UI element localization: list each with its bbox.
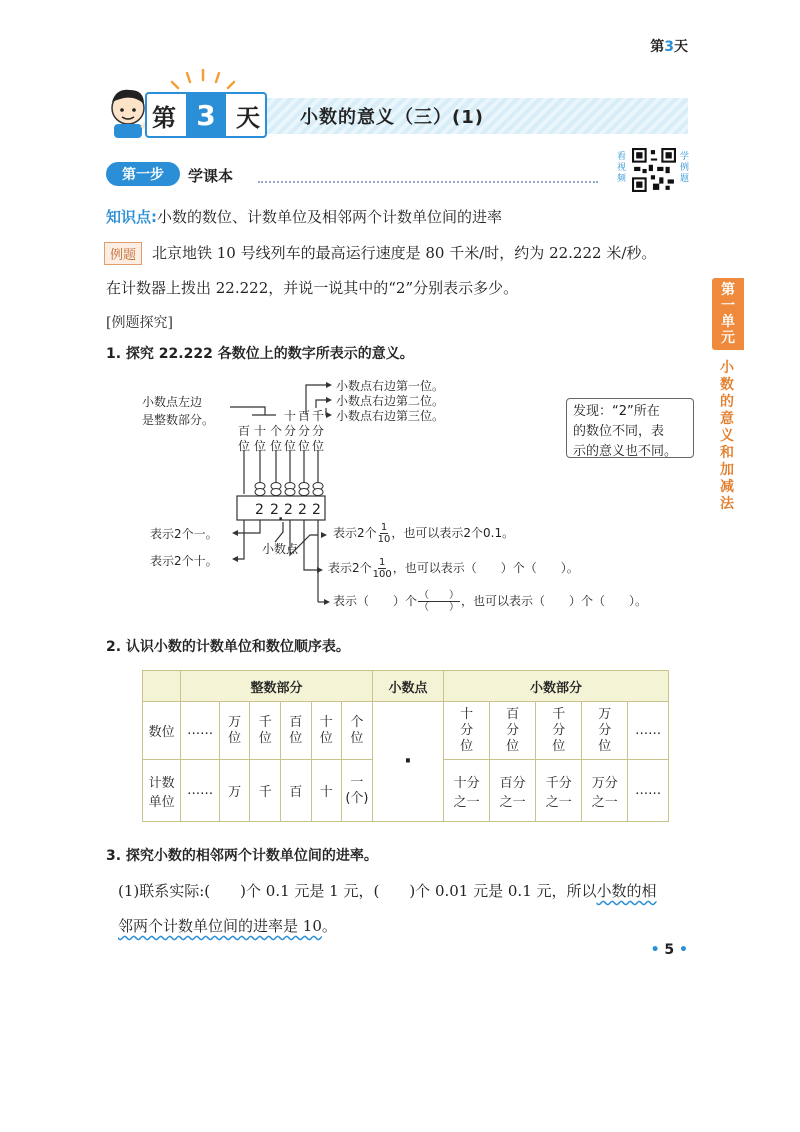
unit-tab: 第 一 单 元 xyxy=(712,278,744,350)
section-2-heading: 2. 认识小数的计数单位和数位顺序表。 xyxy=(106,639,350,655)
sun-rays-icon xyxy=(168,68,238,92)
col-top-tens: 十 xyxy=(254,424,267,438)
tenth-meaning: 表示2个 $\frac{1}{10}$ ，也可以表示2个0.1。 xyxy=(333,522,515,545)
col-top-thousandths: 千 xyxy=(312,409,325,423)
place-hundredths: 百分位 xyxy=(490,702,536,760)
explore-heading: [例题探究] xyxy=(106,315,173,331)
unit-topic: 小 数 的 意 义 和 加 减 法 xyxy=(720,360,734,512)
place-tens: 十位 xyxy=(311,702,342,760)
unit-thousand: 千 xyxy=(250,760,281,822)
day-badge xyxy=(145,92,267,138)
means-two-tens: 表示2个十。 xyxy=(150,554,218,568)
unit-hundred: 百 xyxy=(280,760,311,822)
example-text-line2: 在计数器上拨出 22.222，并说一说其中的“2”分别表示多少。 xyxy=(106,279,519,297)
header-decimal-part: 小数部分 xyxy=(444,671,669,702)
right-note-3: 小数点右边第三位。 xyxy=(336,409,445,423)
unit-hundredth: 百分 之一 xyxy=(490,760,536,822)
col-top-ones: 个 xyxy=(270,424,283,438)
section-1-heading: 1. 探究 22.222 各数位上的数字所表示的意义。 xyxy=(106,346,414,362)
qr-code-icon[interactable] xyxy=(632,148,676,192)
dots-right: …… xyxy=(628,702,669,760)
header-decimal-point: 小数点 xyxy=(372,671,443,702)
col-bot-6: 位 xyxy=(312,439,325,453)
divider xyxy=(258,181,598,183)
day-number: 3 xyxy=(186,94,226,136)
digit-ones: 2 xyxy=(270,502,279,518)
col-mid-1: 分 xyxy=(284,424,297,438)
right-note-1: 小数点右边第一位。 xyxy=(336,379,445,393)
row-label-place: 数位 xyxy=(143,702,181,760)
qr-caption-right: 学例题 xyxy=(680,152,690,184)
digit-tenths: 2 xyxy=(284,502,293,518)
right-note-2: 小数点右边第二位。 xyxy=(336,394,445,408)
unit-tenth: 十分 之一 xyxy=(444,760,490,822)
table-corner xyxy=(143,671,181,702)
hundredth-meaning: 表示2个 $\frac{1}{100}$ ，也可以表示（ ）个（ ）。 xyxy=(328,557,579,580)
col-bot-5: 位 xyxy=(298,439,311,453)
place-thousands: 千位 xyxy=(250,702,281,760)
page-number: • 5 • xyxy=(650,942,688,958)
step-badge: 第一步 xyxy=(106,162,180,186)
col-mid-3: 分 xyxy=(312,424,325,438)
unit-dots-right: …… xyxy=(628,760,669,822)
means-two-ones: 表示2个一。 xyxy=(150,527,218,541)
place-hundreds: 百位 xyxy=(280,702,311,760)
digit-thousandths: 2 xyxy=(312,502,321,518)
step-label: 学课本 xyxy=(188,167,234,185)
digit-hundredths: 2 xyxy=(298,502,307,518)
decimal-point-label: 小数点 xyxy=(262,542,299,556)
col-top-hundredths: 百 xyxy=(298,409,311,423)
practice-line1: (1)联系实际:( )个 0.1 元是 1 元，( )个 0.01 元是 0.1 元，所以小数的相 xyxy=(118,882,657,900)
example-text-line1: 北京地铁 10 号线列车的最高运行速度是 80 千米/时，约为 22.222 米/秒。 xyxy=(152,244,657,262)
unit-ten-thousandth: 万分 之一 xyxy=(582,760,628,822)
day-label: 第3天 xyxy=(650,39,688,55)
example-tag: 例题 xyxy=(104,242,142,265)
unit-ten-thousand: 万 xyxy=(219,760,250,822)
col-bot-1: 位 xyxy=(238,439,251,453)
header-integer-part: 整数部分 xyxy=(181,671,373,702)
discovery-callout: 发现：“2”所在 的数位不同，表 示的意义也不同。 xyxy=(566,398,694,458)
col-bot-2: 位 xyxy=(254,439,267,453)
place-ones: 个位 xyxy=(342,702,373,760)
left-note-line2: 是整数部分。 xyxy=(142,413,215,427)
thousandth-meaning: 表示（ ）个 $\frac{( )}{( )}$ ，也可以表示（ ）个（ ）。 xyxy=(333,590,648,613)
place-ten-thousandths: 万分位 xyxy=(582,702,628,760)
unit-ten: 十 xyxy=(311,760,342,822)
section-3-heading: 3. 探究小数的相邻两个计数单位间的进率。 xyxy=(106,848,378,864)
row-label-unit: 计数 单位 xyxy=(143,760,181,822)
left-note-line1: 小数点左边 xyxy=(142,395,203,409)
place-value-table xyxy=(142,670,669,822)
unit-dots-left: …… xyxy=(181,760,220,822)
day-prefix: 第 xyxy=(152,103,176,132)
dots-left: …… xyxy=(181,702,220,760)
unit-thousandth: 千分 之一 xyxy=(536,760,582,822)
knowledge-point: 知识点:小数的数位、计数单位及相邻两个计数单位间的进率 xyxy=(106,208,503,226)
col-top-hundreds: 百 xyxy=(238,424,251,438)
place-tenths: 十分位 xyxy=(444,702,490,760)
unit-one: 一 (个) xyxy=(342,760,373,822)
qr-caption-left: 看视频 xyxy=(617,152,627,184)
digit-tens: 2 xyxy=(255,502,264,518)
col-bot-4: 位 xyxy=(284,439,297,453)
place-thousandths: 千分位 xyxy=(536,702,582,760)
place-ten-thousands: 万位 xyxy=(219,702,250,760)
decimal-point-cell: · xyxy=(372,702,443,822)
col-bot-3: 位 xyxy=(270,439,283,453)
col-top-tenths: 十 xyxy=(284,409,297,423)
decimal-dot: . xyxy=(278,508,284,524)
lesson-title: 小数的意义（三）(1) xyxy=(300,107,484,128)
practice-line2: 邻两个计数单位间的进率是 10。 xyxy=(118,917,337,935)
col-mid-2: 分 xyxy=(298,424,311,438)
day-suffix: 天 xyxy=(236,103,260,132)
